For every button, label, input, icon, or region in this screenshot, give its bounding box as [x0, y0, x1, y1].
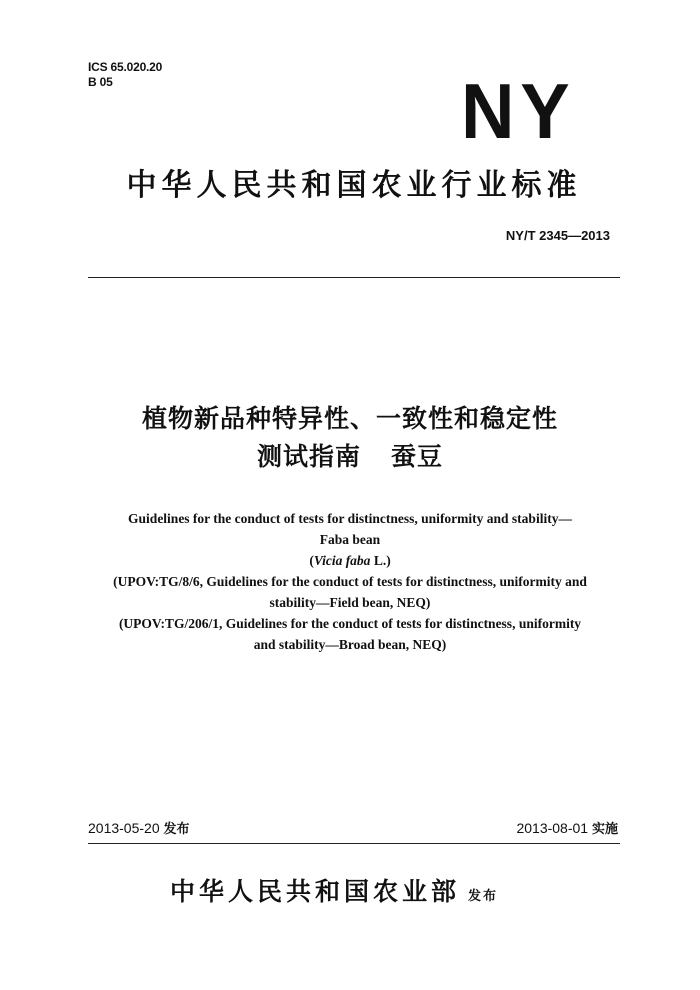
upov-ref-2-line-1: (UPOV:TG/206/1, Guidelines for the conduct of tests for distinctness, uniformity: [118, 616, 582, 631]
upov-ref-1-line-2: stability—Field bean, NEQ): [269, 595, 431, 610]
implementation-date: [516, 818, 618, 837]
header-divider: [88, 277, 620, 278]
ccs-code: B 05: [88, 75, 113, 89]
title-line-2b: 蚕豆: [391, 442, 444, 471]
issuer-name: 中华人民共和国农业部: [170, 877, 461, 906]
chinese-title: [80, 400, 620, 476]
upov-ref-1-line-1: (UPOV:TG/8/6, Guidelines for the conduct of tests for distinctness, uniformity and: [113, 574, 587, 589]
implementation-label: 实施: [591, 822, 618, 837]
release-label: 发布: [163, 822, 190, 837]
ny-logo: NY: [460, 67, 575, 155]
classification-codes: [88, 60, 162, 90]
upov-ref-2-line-2: and stability—Broad bean, NEQ): [253, 637, 447, 652]
title-line-2a: 测试指南: [256, 442, 361, 471]
standard-type-title: 中华人民共和国农业行业标准: [126, 168, 582, 203]
issuer-suffix: 发布: [468, 889, 499, 904]
title-line-2: [80, 438, 620, 476]
title-line-1: 植物新品种特异性、一致性和稳定性: [141, 404, 558, 433]
english-title-line-2: Faba bean: [319, 532, 381, 547]
species-line: (Vicia faba L.): [309, 553, 391, 568]
ics-code: ICS 65.020.20: [88, 60, 163, 74]
release-date: [88, 818, 190, 837]
species-name: Vicia faba: [313, 553, 371, 568]
release-date-value: 2013-05-20: [88, 820, 160, 836]
implementation-date-value: 2013-08-01: [516, 820, 589, 836]
english-title-line-1: Guidelines for the conduct of tests for distinctness, uniformity and stability—: [128, 511, 572, 526]
english-title-block: [70, 508, 630, 655]
standard-code: NY/T 2345—2013: [505, 228, 610, 243]
issuing-authority: [170, 872, 498, 908]
footer-divider: [88, 843, 620, 844]
